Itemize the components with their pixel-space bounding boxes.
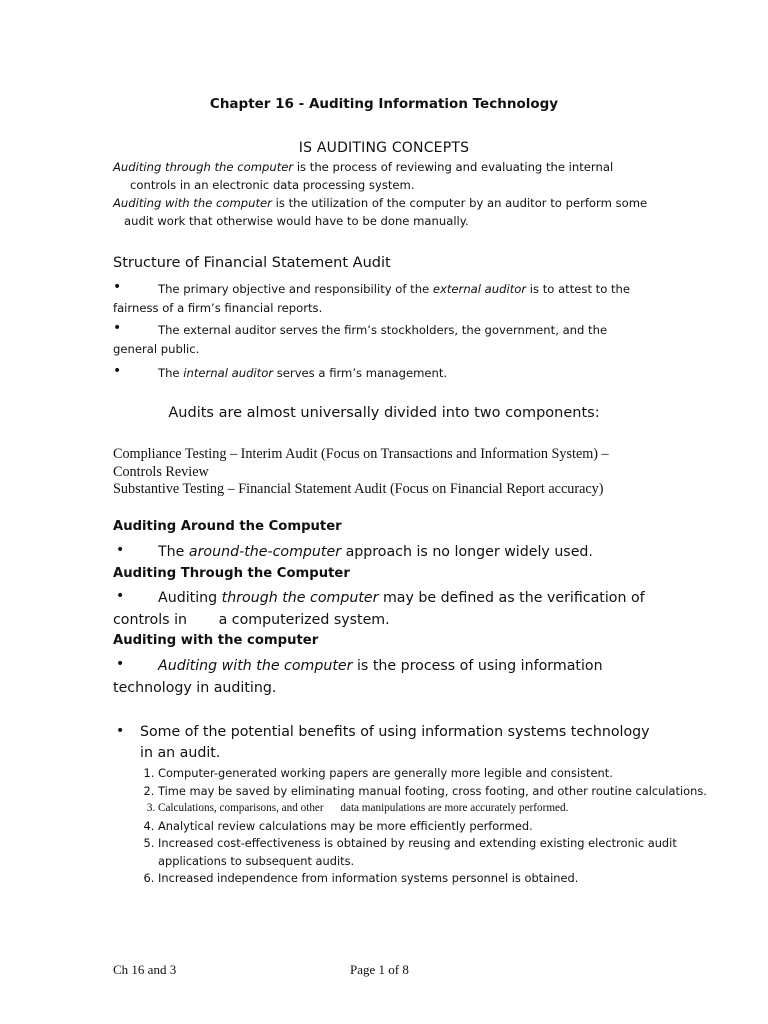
bullet-icon: • [116, 656, 125, 672]
with-heading: Auditing with the computer [113, 633, 319, 648]
benefits-intro [113, 722, 673, 764]
structure-bullet [113, 321, 673, 359]
bullet-text: The external auditor serves the firm’s stockholders, the government, and the [158, 323, 608, 337]
bullet-text-end: may be defined as the verification of [378, 590, 645, 606]
bullet-continuation: fairness of a firm’s financial reports. [113, 301, 323, 315]
audits-components-line: Audits are almost universally divided into two components: [168, 405, 600, 421]
definition-continuation: controls in an electronic data processing system. [130, 178, 415, 192]
structure-bullet [113, 280, 673, 318]
benefits-intro-text: Some of the potential benefits of using information systems technology [140, 724, 650, 740]
list-item: 1. Computer-generated working papers are generally more legible and consistent. [158, 765, 718, 783]
definition-text: is the utilization of the computer by an auditor to perform some [271, 196, 648, 210]
page-title: Chapter 16 - Auditing Information Technology [209, 96, 559, 112]
through-bullet [113, 587, 673, 631]
bullet-text: The [158, 544, 189, 560]
bullet-emphasis: Auditing with the computer [158, 658, 353, 674]
bullet-text: The [158, 366, 184, 380]
bullet-continuation: controls in a computerized system. [113, 612, 390, 628]
compliance-testing-line: Compliance Testing – Interim Audit (Focus on Transactions and Information System) – [113, 446, 609, 462]
bullet-text: Auditing [158, 590, 222, 606]
definition-term: Auditing through the computer [113, 160, 294, 174]
definition-term: Auditing with the computer [113, 196, 272, 210]
list-item: 3. Calculations, comparisons, and other data manipulations are more accurately performed. [158, 800, 718, 818]
bullet-text-end: is the process of using information [352, 658, 603, 674]
definition-with [113, 194, 673, 230]
bullet-text-end: approach is no longer widely used. [341, 544, 593, 560]
bullet-icon: • [113, 279, 122, 295]
substantive-testing-line: Substantive Testing – Financial Statement Audit (Focus on Financial Report accuracy) [113, 481, 604, 497]
page-number: Page 1 of 8 [350, 962, 409, 977]
definition-continuation: audit work that otherwise would have to be done manually. [124, 214, 469, 228]
around-bullet [113, 541, 673, 563]
bullet-text-end: serves a firm’s management. [273, 366, 448, 380]
bullet-emphasis: through the computer [221, 590, 379, 606]
bullet-emphasis: internal auditor [183, 366, 274, 380]
structure-bullet [113, 364, 673, 383]
section-title: IS AUDITING CONCEPTS [298, 140, 470, 156]
bullet-text-end: is to attest to the [526, 282, 631, 296]
bullet-icon: • [113, 363, 122, 379]
list-item: 2. Time may be saved by eliminating manual footing, cross footing, and other routine calculations. [158, 783, 718, 801]
testing-block [113, 446, 673, 499]
list-item: 6. Increased independence from information systems personnel is obtained. [158, 870, 718, 888]
definition-text: is the process of reviewing and evaluating the internal [293, 160, 614, 174]
bullet-icon: • [116, 723, 125, 739]
compliance-testing-continuation: Controls Review [113, 463, 209, 480]
bullet-continuation: general public. [113, 342, 200, 356]
around-heading: Auditing Around the Computer [113, 519, 342, 534]
bullet-icon: • [116, 542, 125, 558]
footer-left: Ch 16 and 3 [113, 962, 177, 977]
through-heading: Auditing Through the Computer [113, 566, 350, 581]
bullet-emphasis: around-the-computer [188, 544, 342, 560]
bullet-icon: • [116, 588, 125, 604]
structure-heading: Structure of Financial Statement Audit [113, 255, 391, 271]
bullet-emphasis: external auditor [432, 282, 527, 296]
benefits-list [113, 765, 718, 888]
definition-through [113, 158, 673, 194]
benefits-intro-continuation: in an audit. [140, 745, 221, 761]
list-item: 5. Increased cost-effectiveness is obtained by reusing and extending existing electronic audit applications to subsequent audits. [158, 835, 718, 870]
bullet-icon: • [113, 320, 122, 336]
with-bullet [113, 655, 673, 699]
bullet-continuation: technology in auditing. [113, 680, 277, 696]
list-item: 4. Analytical review calculations may be more efficiently performed. [158, 818, 718, 836]
bullet-text: The primary objective and responsibility of the [158, 282, 433, 296]
